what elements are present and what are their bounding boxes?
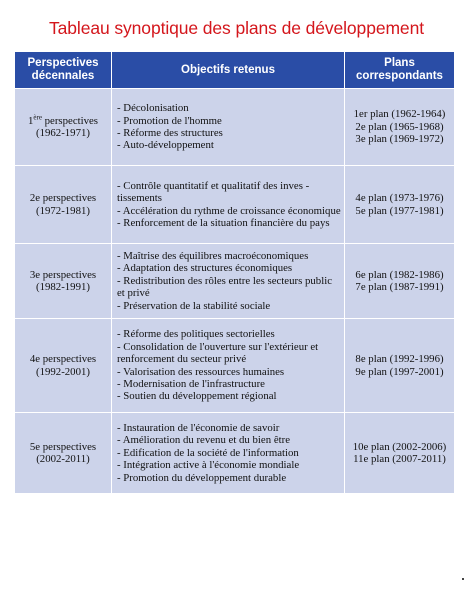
table-row [15,319,455,413]
objective-item: - Décolonisation [117,102,189,115]
objective-item: - Amélioration du revenu et du bien être [117,434,290,447]
objective-item: - Réforme des structures [117,127,223,139]
page-title: Tableau synoptique des plans de développement [49,18,424,38]
objectives-cell [112,413,345,494]
perspective-cell [15,166,112,244]
objectives-cell [112,244,345,319]
objective-item: - Adaptation des structures économiques [117,262,293,275]
perspective-period: (1992-2001) [36,365,90,378]
plan-item: 3e plan (1969-1972) [355,133,444,146]
objective-item: - Consolidation de l'ouverture sur l'extérieur et renforcement du secteur privé [117,340,319,366]
objectives-cell [112,319,345,413]
plan-item: 2e plan (1965-1968) [355,120,444,133]
plan-item: 1er plan (1962-1964) [353,108,446,121]
objective-item: - Modernisation de l'infrastructure [117,377,265,390]
objective-item: - Auto-développement [117,139,214,152]
perspective-label: 4e perspectives [29,353,97,366]
plan-item: 11e plan (2007-2011) [353,453,446,465]
objective-item: - Promotion du développement durable [117,471,287,484]
table-row [15,89,455,166]
perspective-label: 1ère perspectives [27,113,98,127]
objective-item: - Réforme des politiques sectorielles [117,328,275,341]
table-row [15,413,455,494]
objective-item: - Valorisation des ressources humaines [117,365,285,378]
objectives-cell [112,89,345,166]
objective-item: - Préservation de la stabilité sociale [117,299,271,312]
plan-item: 7e plan (1987-1991) [355,281,444,293]
header-objectives: Objectifs retenus [112,52,345,89]
plan-item: 6e plan (1982-1986) [355,268,444,281]
perspective-label: 5e perspectives [29,440,97,453]
perspective-period: (1982-1991) [36,281,90,293]
objective-item: - Contrôle quantitatif et qualitatif des inves - tissements [117,179,310,205]
objective-item: - Accélération du rythme de croissance économique [117,204,341,217]
objective-item: - Promotion de l'homme [117,114,222,127]
perspective-cell [15,319,112,413]
header-perspectives: Perspectives décennales [15,52,112,89]
plan-item: 10e plan (2002-2006) [352,440,447,453]
table-header-row [15,52,455,89]
perspective-period: (2002-2011) [36,453,90,465]
perspective-period: (1972-1981) [36,204,90,217]
synoptic-table [14,51,455,494]
objectives-cell [112,166,345,244]
objective-item: - Edification de la société de l'information [117,446,299,459]
perspective-cell [15,244,112,319]
objective-item: - Intégration active à l'économie mondiale [117,459,300,472]
corner-dot [462,578,464,580]
plans-cell [345,244,455,319]
perspective-period: (1962-1971) [36,127,90,139]
perspective-cell [15,413,112,494]
plan-item: 4e plan (1973-1976) [355,192,444,205]
plan-item: 5e plan (1977-1981) [355,204,444,217]
plans-cell [345,413,455,494]
objective-item: - Soutien du développement régional [117,390,277,403]
plan-item: 8e plan (1992-1996) [355,353,444,366]
plans-cell [345,319,455,413]
perspective-label: 3e perspectives [29,268,97,281]
table-row [15,166,455,244]
objective-item: - Redistribution des rôles entre les secteurs public et privé [117,274,332,300]
table-row [15,244,455,319]
perspective-label: 2e perspectives [29,192,97,205]
header-plans: Plans correspondants [345,52,455,89]
plans-cell [345,89,455,166]
objective-item: - Renforcement de la situation financière du pays [117,216,330,229]
objective-item: - Instauration de l'économie de savoir [117,421,280,434]
perspective-cell [15,89,112,166]
plans-cell [345,166,455,244]
objective-item: - Maîtrise des équilibres macroéconomiques [117,249,309,262]
plan-item: 9e plan (1997-2001) [355,365,444,378]
